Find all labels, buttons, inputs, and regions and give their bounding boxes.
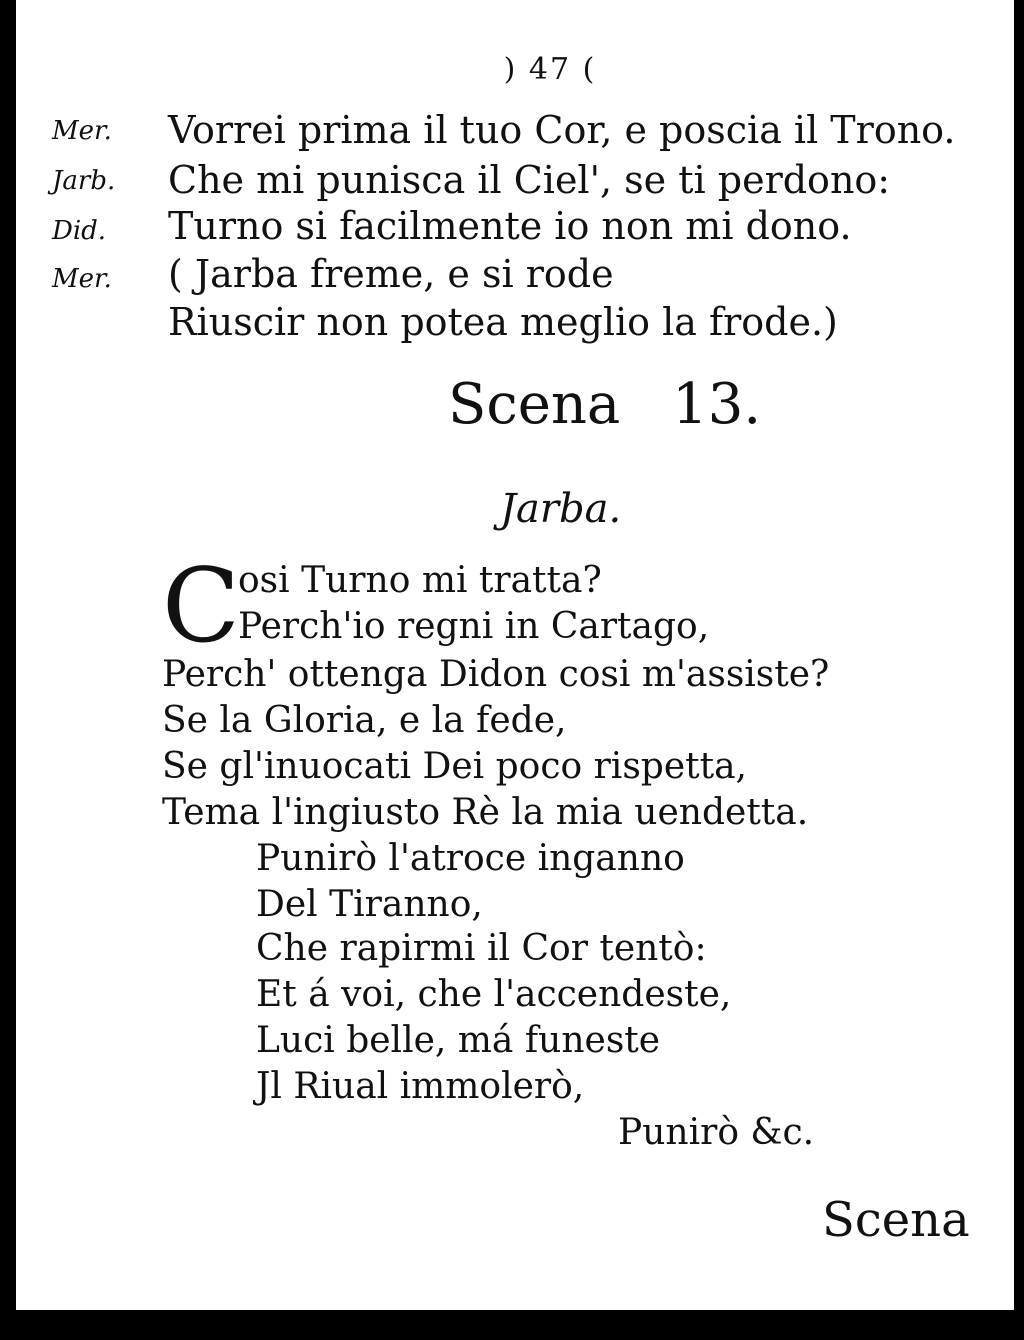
- dialogue-line: ( Jarba freme, e si rode: [168, 252, 614, 296]
- scan-border-left: [0, 0, 16, 1340]
- dialogue-line: Riuscir non potea meglio la frode.): [168, 300, 838, 344]
- scan-border-bottom: [0, 1310, 1024, 1340]
- dialogue-line: Vorrei prima il tuo Cor, e poscia il Trono.: [168, 108, 956, 152]
- speaker-label: Did.: [52, 216, 107, 246]
- monologue-line: Perch'io regni in Cartago,: [238, 606, 710, 647]
- page-number: ) 47 (: [503, 52, 597, 87]
- catchword: Scena: [822, 1192, 970, 1248]
- monologue-line: Luci belle, má funeste: [256, 1020, 661, 1061]
- drop-cap: C: [162, 547, 241, 666]
- scene-heading: Scena 13.: [448, 372, 762, 437]
- monologue-line: Perch' ottenga Didon cosi m'assiste?: [162, 654, 830, 695]
- monologue-line: Punirò l'atroce inganno: [256, 838, 685, 879]
- monologue-line: Se gl'inuocati Dei poco rispetta,: [162, 746, 747, 787]
- monologue-line: Se la Gloria, e la fede,: [162, 700, 567, 741]
- speaker-label: Jarb.: [52, 166, 116, 196]
- refrain-line: Punirò &c.: [618, 1112, 815, 1153]
- monologue-line: Del Tiranno,: [256, 884, 483, 925]
- speaker-label: Mer.: [52, 116, 112, 146]
- monologue-line: Tema l'ingiusto Rè la mia uendetta.: [162, 792, 809, 833]
- monologue-line: Jl Riual immolerò,: [256, 1066, 585, 1107]
- character-name: Jarba.: [500, 486, 622, 532]
- monologue-line: Et á voi, che l'accendeste,: [256, 974, 732, 1015]
- monologue-line: Che rapirmi il Cor tentò:: [256, 928, 707, 969]
- speaker-label: Mer.: [52, 264, 112, 294]
- dialogue-line: Che mi punisca il Ciel', se ti perdono:: [168, 158, 891, 202]
- dialogue-line: Turno si facilmente io non mi dono.: [168, 204, 852, 248]
- monologue-line: osi Turno mi tratta?: [238, 560, 602, 601]
- scan-border-right: [1014, 0, 1024, 1340]
